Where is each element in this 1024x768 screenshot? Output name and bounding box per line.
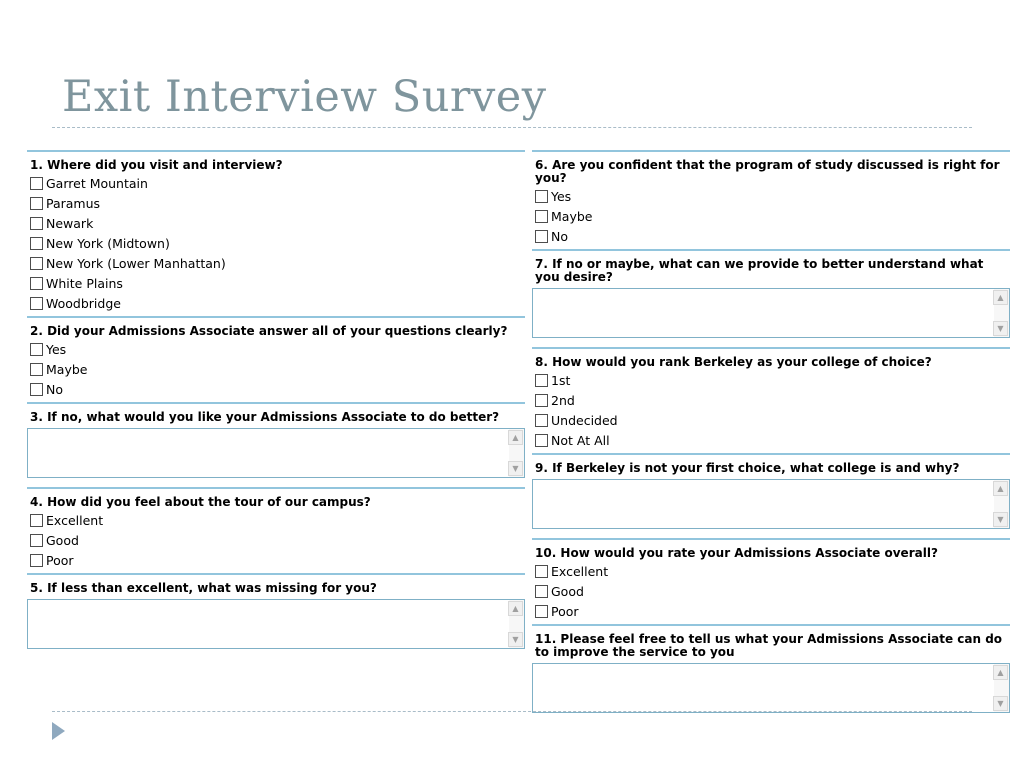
question-2-label: 2. Did your Admissions Associate answer all of your questions clearly? — [30, 324, 508, 338]
checkbox[interactable] — [535, 374, 548, 387]
checkbox[interactable] — [535, 414, 548, 427]
question-11-label: 11. Please feel free to tell us what your Admissions Associate can do to improve the service to you — [535, 632, 1003, 659]
q6-option-yes[interactable] — [535, 186, 1010, 206]
option-label: Excellent — [551, 563, 609, 579]
checkbox[interactable] — [30, 277, 43, 290]
option-label: 1st — [551, 372, 571, 388]
survey-left-column — [27, 150, 525, 658]
checkbox[interactable] — [30, 217, 43, 230]
option-label: Poor — [551, 603, 579, 619]
scrollbar[interactable] — [509, 429, 524, 477]
option-label: Good — [46, 532, 79, 548]
checkbox[interactable] — [30, 514, 43, 527]
checkbox[interactable] — [30, 534, 43, 547]
option-label: Yes — [46, 341, 67, 357]
question-1-label: 1. Where did you visit and interview? — [30, 158, 283, 172]
scroll-up-arrow-icon[interactable]: ▲ — [993, 481, 1008, 496]
checkbox[interactable] — [535, 230, 548, 243]
question-4-label: 4. How did you feel about the tour of our campus? — [30, 495, 371, 509]
question-10 — [532, 538, 1010, 624]
q4-option-poor[interactable] — [30, 550, 525, 570]
question-9-label: 9. If Berkeley is not your first choice, what college is and why? — [535, 461, 960, 475]
option-label: Yes — [551, 188, 572, 204]
scrollbar[interactable] — [509, 600, 524, 648]
q2-option-maybe[interactable] — [30, 359, 525, 379]
question-11 — [532, 624, 1010, 722]
checkbox[interactable] — [30, 197, 43, 210]
page-title: Exit Interview Survey — [62, 72, 547, 122]
q8-option-undecided[interactable] — [535, 410, 1010, 430]
option-label: Garret Mountain — [46, 175, 148, 191]
checkbox[interactable] — [535, 565, 548, 578]
question-7-text-area[interactable] — [532, 288, 1010, 338]
triangle-bullet-icon — [52, 722, 65, 740]
question-8-label: 8. How would you rank Berkeley as your college of choice? — [535, 355, 932, 369]
checkbox[interactable] — [30, 177, 43, 190]
q8-option-not-at-all[interactable] — [535, 430, 1010, 450]
option-label: No — [46, 381, 63, 397]
scroll-up-arrow-icon[interactable]: ▲ — [993, 665, 1008, 680]
question-1 — [27, 150, 525, 316]
q8-option-1st[interactable] — [535, 370, 1010, 390]
option-label: Not At All — [551, 432, 610, 448]
scroll-up-arrow-icon[interactable]: ▲ — [508, 430, 523, 445]
option-label: No — [551, 228, 568, 244]
question-6 — [532, 150, 1010, 249]
scroll-up-arrow-icon[interactable]: ▲ — [993, 290, 1008, 305]
q4-option-excellent[interactable] — [30, 510, 525, 530]
scrollbar[interactable] — [994, 480, 1009, 528]
option-label: Good — [551, 583, 584, 599]
q10-option-good[interactable] — [535, 581, 1010, 601]
option-label: Excellent — [46, 512, 104, 528]
scroll-down-arrow-icon[interactable]: ▼ — [993, 321, 1008, 336]
checkbox[interactable] — [535, 585, 548, 598]
checkbox[interactable] — [30, 363, 43, 376]
footer-divider — [52, 711, 972, 712]
survey-right-column — [532, 150, 1010, 722]
scroll-down-arrow-icon[interactable]: ▼ — [993, 696, 1008, 711]
question-3-text-area[interactable] — [27, 428, 525, 478]
q1-option-woodbridge[interactable] — [30, 293, 525, 313]
scroll-up-arrow-icon[interactable]: ▲ — [508, 601, 523, 616]
q10-option-excellent[interactable] — [535, 561, 1010, 581]
question-11-text-area[interactable] — [532, 663, 1010, 713]
scroll-down-arrow-icon[interactable]: ▼ — [993, 512, 1008, 527]
option-label: Undecided — [551, 412, 618, 428]
checkbox[interactable] — [30, 237, 43, 250]
checkbox[interactable] — [30, 297, 43, 310]
checkbox[interactable] — [535, 210, 548, 223]
question-3-label: 3. If no, what would you like your Admissions Associate to do better? — [30, 410, 500, 424]
scrollbar[interactable] — [994, 289, 1009, 337]
checkbox[interactable] — [30, 257, 43, 270]
question-5 — [27, 573, 525, 658]
option-label: New York (Midtown) — [46, 235, 170, 251]
question-7 — [532, 249, 1010, 347]
question-9-text-area[interactable] — [532, 479, 1010, 529]
q1-option-garret-mountain[interactable] — [30, 173, 525, 193]
q1-option-new-york-midtown[interactable] — [30, 233, 525, 253]
question-4 — [27, 487, 525, 573]
q1-option-new-york-lower-manhattan[interactable] — [30, 253, 525, 273]
q6-option-maybe[interactable] — [535, 206, 1010, 226]
q1-option-white-plains[interactable] — [30, 273, 525, 293]
option-label: White Plains — [46, 275, 123, 291]
option-label: Woodbridge — [46, 295, 121, 311]
checkbox[interactable] — [535, 394, 548, 407]
checkbox[interactable] — [535, 190, 548, 203]
question-5-label: 5. If less than excellent, what was missing for you? — [30, 581, 377, 595]
question-10-label: 10. How would you rate your Admissions Associate overall? — [535, 546, 938, 560]
checkbox[interactable] — [535, 434, 548, 447]
question-7-label: 7. If no or maybe, what can we provide to better understand what you desire? — [535, 257, 984, 284]
q2-option-yes[interactable] — [30, 339, 525, 359]
checkbox[interactable] — [535, 605, 548, 618]
option-label: Newark — [46, 215, 94, 231]
option-label: New York (Lower Manhattan) — [46, 255, 226, 271]
question-2 — [27, 316, 525, 402]
q1-option-newark[interactable] — [30, 213, 525, 233]
q8-option-2nd[interactable] — [535, 390, 1010, 410]
q6-option-no[interactable] — [535, 226, 1010, 246]
q4-option-good[interactable] — [30, 530, 525, 550]
option-label: Maybe — [551, 208, 593, 224]
checkbox[interactable] — [30, 554, 43, 567]
scroll-down-arrow-icon[interactable]: ▼ — [508, 461, 523, 476]
option-label: Paramus — [46, 195, 101, 211]
scrollbar[interactable] — [994, 664, 1009, 712]
question-8 — [532, 347, 1010, 453]
q2-option-no[interactable] — [30, 379, 525, 399]
question-9 — [532, 453, 1010, 538]
question-6-label: 6. Are you confident that the program of study discussed is right for you? — [535, 158, 1000, 185]
q1-option-paramus[interactable] — [30, 193, 525, 213]
question-5-text-area[interactable] — [27, 599, 525, 649]
checkbox[interactable] — [30, 343, 43, 356]
checkbox[interactable] — [30, 383, 43, 396]
title-divider — [52, 127, 972, 128]
scroll-down-arrow-icon[interactable]: ▼ — [508, 632, 523, 647]
q10-option-poor[interactable] — [535, 601, 1010, 621]
question-3 — [27, 402, 525, 487]
option-label: Poor — [46, 552, 74, 568]
option-label: 2nd — [551, 392, 575, 408]
option-label: Maybe — [46, 361, 88, 377]
